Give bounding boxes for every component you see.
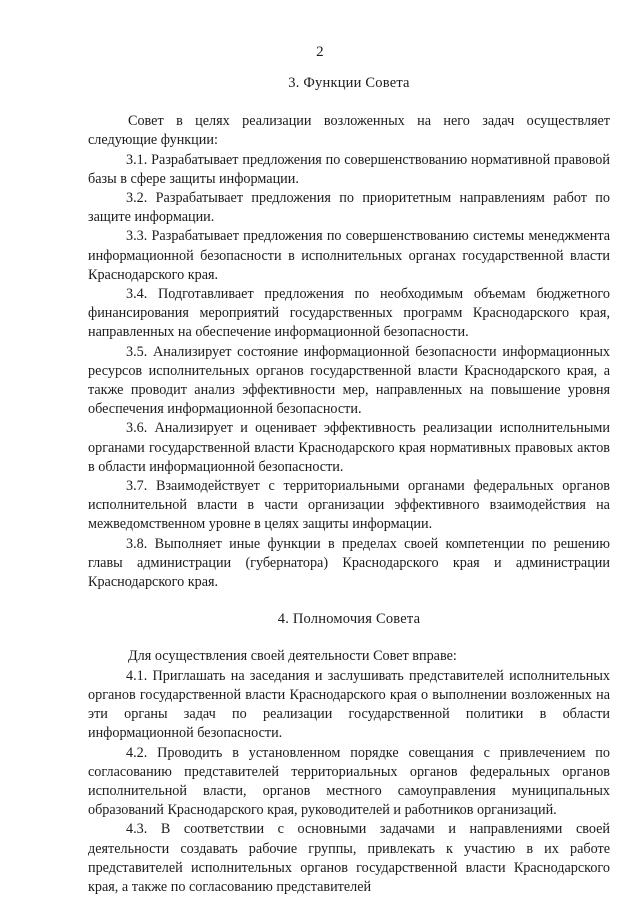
document-body xyxy=(88,74,610,897)
section-3-item-3-7: 3.7. Взаимодействует с территориальными органами федеральных органов исполнительной власти в части организации эффективного взаимодействия на межведомственном уровне в целях защиты информации. xyxy=(88,478,610,533)
section-3-item-3-2: 3.2. Разрабатывает предложения по приоритетным направлениям работ по защите информации. xyxy=(88,190,610,226)
section-3-item-3-4: 3.4. Подготавливает предложения по необходимым объемам бюджетного финансирования мероприятий государственных программ Краснодарского края, направленных на обеспечение информационной безопасности. xyxy=(88,286,610,341)
section-3-item-3-8: 3.8. Выполняет иные функции в пределах своей компетенции по решению главы администрации (губернатора) Краснодарского края и администрации Краснодарского края. xyxy=(88,535,610,591)
section-3-heading: 3. Функции Совета xyxy=(288,75,410,91)
section-4-heading: 4. Полномочия Совета xyxy=(277,611,421,628)
section-3-intro: Совет в целях реализации возложенных на него задач осуществляет следующие функции: xyxy=(88,113,610,149)
section-4-intro: Для осуществления своей деятельности Совет вправе: xyxy=(128,648,457,665)
section-3-item-3-6: 3.6. Анализирует и оценивает эффективность реализации исполнительными органами государственной власти Краснодарского края нормативных правовых актов в области информационной безопасности. xyxy=(88,420,610,475)
section-4-item-4-2: 4.2. Проводить в установленном порядке совещания с привлечением по согласованию представителей территориальных органов федеральных органов исполнительной власти, органов местного самоуправления муниципальных образований Краснодарского края, руководителей и работников организаций. xyxy=(88,744,610,819)
section-4-item-4-3: 4.3. В соответствии с основными задачами и направлениями своей деятельности создавать рабочие группы, привлекать к участию в их работе представителей исполнительных органов государственной власти Краснодарского края, а также по согласованию представителей xyxy=(88,821,610,895)
section-4-item-4-1: 4.1. Приглашать на заседания и заслушивать представителей исполнительных органов государственной власти Краснодарского края о выполнении возложенных на эти органы задач по реализации государственной политики в области информационной безопасности. xyxy=(88,667,610,742)
section-3-item-3-1: 3.1. Разрабатывает предложения по совершенствованию нормативной правовой базы в сфере защиты информации. xyxy=(88,151,610,187)
page-number: 2 xyxy=(316,44,324,60)
section-3-item-3-3: 3.3. Разрабатывает предложения по совершенствованию системы менеджмента информационной безопасности в исполнительных органах государственной власти Краснодарского края. xyxy=(88,228,610,283)
section-3-item-3-5: 3.5. Анализирует состояние информационной безопасности информационных ресурсов исполнительных органов государственной власти Краснодарского края, а также проводит анализ эффективности мер, направленных на повышение уровня обеспечения информационной безопасности. xyxy=(88,343,610,418)
